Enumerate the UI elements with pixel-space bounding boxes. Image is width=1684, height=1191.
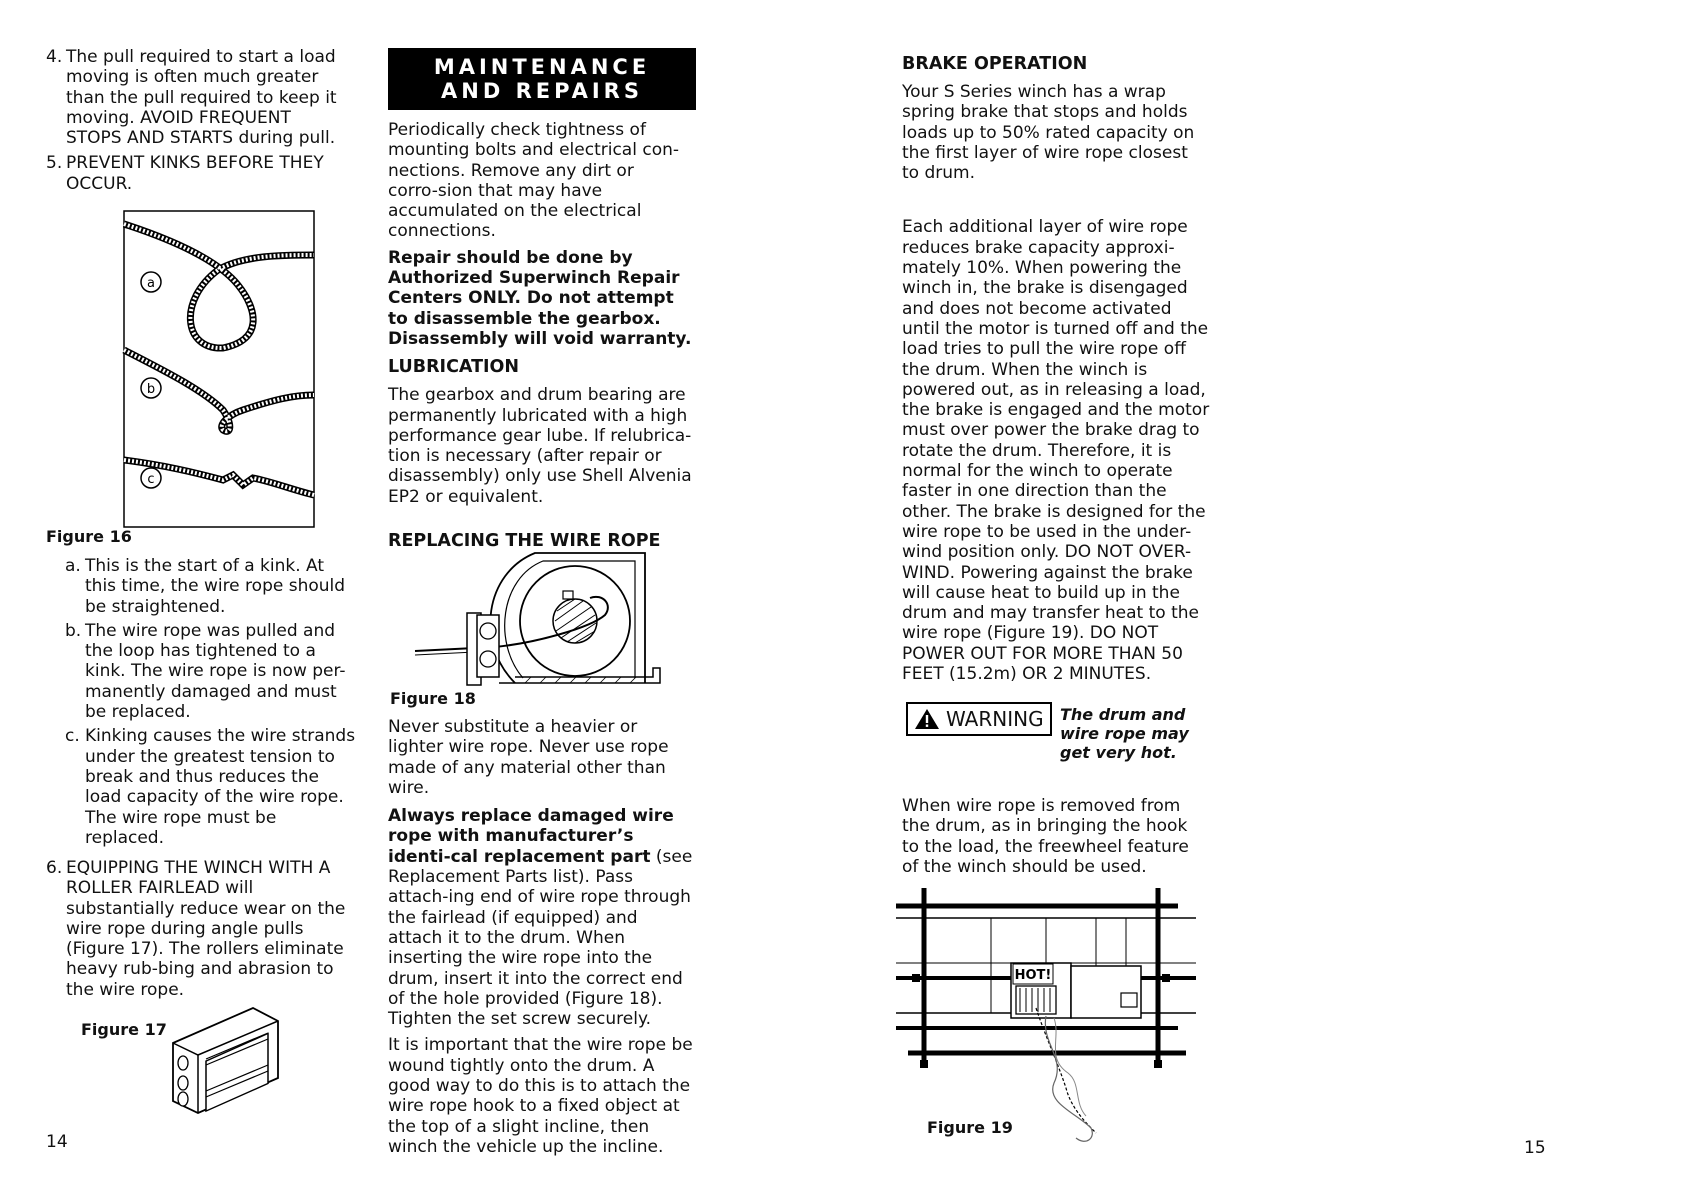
figure-19-hot-winch bbox=[896, 888, 1196, 1148]
list-number: 4. bbox=[46, 47, 63, 67]
list-text: This is the start of a kink. At this time, the wire rope should be straightened. bbox=[85, 556, 346, 617]
list-number: b. bbox=[65, 620, 82, 641]
svg-text:c: c bbox=[147, 472, 155, 487]
replace-rope-bold: Always replace damaged wire rope with manufacturer’s identi-cal replacement part bbox=[388, 806, 674, 867]
right-column bbox=[902, 54, 1212, 684]
list-text: Kinking causes the wire strands under the greatest tension to break and thus reduces the load capacity of the wire rope. The wire rope must be replaced. bbox=[85, 726, 356, 848]
warning-label: WARNING bbox=[946, 707, 1044, 731]
list-number: 6. bbox=[46, 858, 63, 878]
repair-warning-paragraph: Repair should be done by Authorized Superwinch Repair Centers ONLY. Do not attempt to disassemble the gearbox. Disassembly will void warranty. bbox=[388, 247, 692, 349]
list-text: The pull required to start a load moving is often much greater than the pull required to keep it moving. AVOID FREQUENT STOPS AND STARTS during pull. bbox=[66, 47, 337, 149]
list-item-c bbox=[65, 726, 365, 848]
maintenance-paragraph: Periodically check tightness of mounting bolts and electrical con-nections. Remove any dirt or corro-sion that may have accumulated on the electrical connections. bbox=[388, 120, 680, 242]
lubrication-paragraph: The gearbox and drum bearing are permanently lubricated with a high performance gear lube. If relubrica-tion is necessary (after repair or disassembly) only use Shell Alvenia EP2 or equivalent. bbox=[388, 385, 692, 507]
warning-text: The drum and wire rope may get very hot. bbox=[1060, 705, 1189, 762]
list-text: PREVENT KINKS BEFORE THEY OCCUR. bbox=[66, 153, 324, 194]
list-item-b bbox=[65, 621, 365, 722]
left-column-item6 bbox=[46, 858, 366, 1000]
left-column bbox=[46, 47, 366, 194]
lubrication-heading: LUBRICATION bbox=[388, 357, 520, 378]
figure-16-caption: Figure 16 bbox=[46, 527, 132, 546]
middle-column-lower bbox=[388, 717, 698, 1157]
list-item-5 bbox=[46, 153, 366, 194]
rope-substitute-paragraph: Never substitute a heavier or lighter wire rope. Never use rope made of any material other than wire. bbox=[388, 717, 669, 798]
brake-heading: BRAKE OPERATION bbox=[902, 54, 1088, 74]
replacing-heading: REPLACING THE WIRE ROPE bbox=[388, 531, 661, 552]
figure-17-roller-fairlead bbox=[168, 1003, 286, 1121]
warning-triangle-icon bbox=[914, 708, 940, 730]
banner-line-1: MAINTENANCE bbox=[433, 55, 651, 79]
list-item-a bbox=[65, 556, 365, 617]
svg-text:b: b bbox=[146, 382, 156, 397]
list-text: EQUIPPING THE WINCH WITH A ROLLER FAIRLEAD will substantially reduce wear on the wire rope during angle pulls (Figure 17). The rollers eliminate heavy rub-bing and abrasion to the wire rope. bbox=[66, 858, 346, 1000]
list-number: c. bbox=[65, 726, 80, 747]
list-number: 5. bbox=[46, 153, 63, 174]
freewheel-paragraph: When wire rope is removed from the drum, as in bringing the hook to the load, the freewheel feature of the winch should be used. bbox=[902, 796, 1189, 877]
figure-16-label-c bbox=[141, 468, 161, 488]
figure-19-caption: Figure 19 bbox=[927, 1118, 1013, 1137]
figure-16-label-a bbox=[141, 272, 161, 292]
list-number: a. bbox=[65, 556, 81, 576]
middle-column bbox=[388, 120, 698, 551]
page-number-left: 14 bbox=[46, 1132, 68, 1152]
list-item-6 bbox=[46, 858, 366, 1000]
replace-rope-paragraph bbox=[388, 806, 693, 1029]
svg-text:a: a bbox=[147, 276, 155, 291]
replace-rope-rest: (see Replacement Parts list). Pass attach-ing end of wire rope through the fairlead (if equipped) and attach it to the drum. When inserting the wire rope into the drum, insert it into the correct end of the hole provided (Figure 18). Tighten the set screw securely. bbox=[388, 846, 693, 1030]
freewheel-section bbox=[902, 796, 1212, 877]
figure-16-label-b bbox=[141, 378, 161, 398]
left-column-sublist bbox=[65, 556, 365, 848]
banner-line-2: AND REPAIRS bbox=[441, 79, 643, 103]
warning-label-box bbox=[906, 702, 1052, 736]
winding-paragraph: It is important that the wire rope be wound tightly onto the drum. A good way to do this is to attach the wire rope hook to a fixed object at the top of a slight incline, then winch the vehicle up the incline. bbox=[388, 1035, 693, 1157]
section-banner bbox=[388, 48, 696, 110]
figure-18-caption: Figure 18 bbox=[390, 689, 476, 708]
list-item-4 bbox=[46, 47, 366, 148]
figure-16-kink-diagram bbox=[123, 210, 315, 528]
figure-18-drum-diagram bbox=[415, 543, 665, 703]
hot-label: HOT! bbox=[1014, 968, 1052, 983]
brake-paragraph-1: Your S Series winch has a wrap spring brake that stops and holds loads up to 50% rated capacity on the first layer of wire rope closest to drum. bbox=[902, 82, 1195, 184]
brake-paragraph-2: Each additional layer of wire rope reduces brake capacity approxi-mately 10%. When powering the winch in, the brake is disengaged and does not become activated until the motor is turned off and the load tries to pull the wire rope off the drum. When the winch is powered out, as in releasing a load, the brake is engaged and the motor must over power the brake drag to rotate the drum. Therefore, it is normal for the winch to operate faster in one direction than the other. The brake is designed for the wire rope to be used in the under-wind position only. DO NOT OVER-WIND. Powering against the brake will cause heat to build up in the drum and may transfer heat to the wire rope (Figure 19). DO NOT POWER OUT FOR MORE THAN 50 FEET (15.2m) OR 2 MINUTES. bbox=[902, 217, 1210, 685]
figure-17-caption: Figure 17 bbox=[81, 1020, 167, 1039]
page-number-right: 15 bbox=[1524, 1138, 1546, 1158]
list-text: The wire rope was pulled and the loop has tightened to a kink. The wire rope is now per-manently damaged and must be replaced. bbox=[85, 620, 346, 723]
